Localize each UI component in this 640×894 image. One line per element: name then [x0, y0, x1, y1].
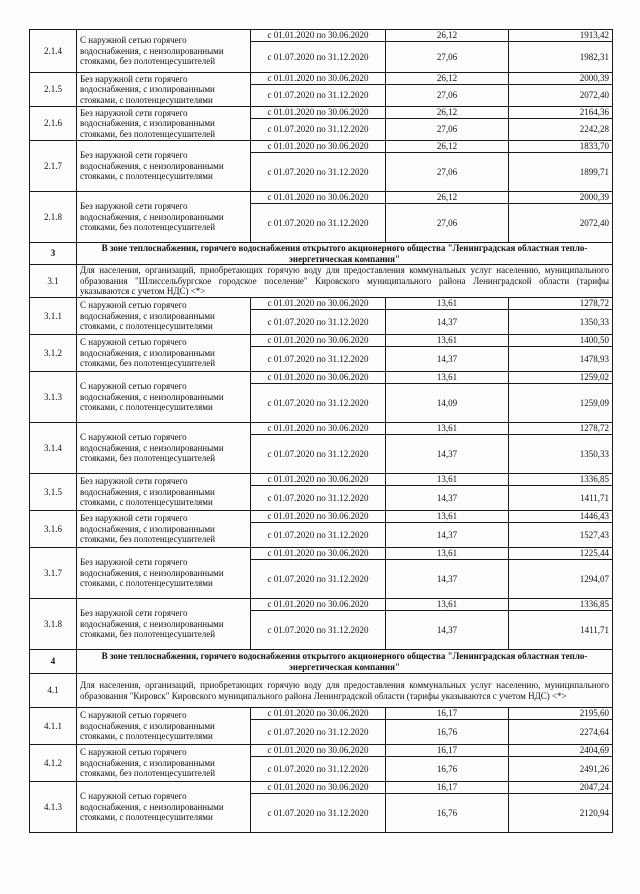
component-value-second-half: 16,76: [386, 794, 509, 833]
period-second-half: с 01.07.2020 по 31.12.2020: [251, 560, 386, 599]
tariff-value-first-half: 1259,02: [509, 372, 613, 384]
subsection-description: Для населения, организаций, приобретающих горячую воду для предоставления коммунальных услуг населению, муниципального образования "Шлиссельбургское городское поселение" Кировского муниципального района Ленинградской области (тарифы указываются с учетом НДС) <*>: [77, 265, 613, 298]
row-number: 3.1: [30, 265, 77, 298]
row-number: 2.1.6: [30, 107, 77, 141]
tariff-row: [30, 298, 613, 310]
tariff-row: [30, 423, 613, 435]
period-first-half: с 01.01.2020 по 30.06.2020: [251, 298, 386, 310]
component-value-second-half: 27,06: [386, 42, 509, 73]
tariff-value-second-half: 2491,26: [509, 757, 613, 782]
tariff-value-first-half: 1336,85: [509, 599, 613, 611]
row-number: 3.1.2: [30, 335, 77, 372]
row-number: 3.1.6: [30, 511, 77, 548]
tariff-row: [30, 192, 613, 204]
subsection-row: [30, 265, 613, 298]
tariff-value-second-half: 2242,28: [509, 119, 613, 141]
row-number: 3.1.1: [30, 298, 77, 335]
row-number: 2.1.5: [30, 73, 77, 107]
tariff-value-second-half: 2072,40: [509, 85, 613, 107]
tariff-row: [30, 511, 613, 523]
period-first-half: с 01.01.2020 по 30.06.2020: [251, 372, 386, 384]
period-first-half: с 01.01.2020 по 30.06.2020: [251, 474, 386, 486]
row-description: С наружной сетью горячего водоснабжения, с неизолированными стояками, с полотенцесушителями: [77, 782, 251, 833]
row-number: 2.1.4: [30, 30, 77, 73]
component-value-first-half: 26,12: [386, 107, 509, 119]
row-number: 4.1.3: [30, 782, 77, 833]
component-value-first-half: 16,17: [386, 708, 509, 720]
component-value-first-half: 16,17: [386, 745, 509, 757]
period-first-half: с 01.01.2020 по 30.06.2020: [251, 423, 386, 435]
period-first-half: с 01.01.2020 по 30.06.2020: [251, 548, 386, 560]
row-number: 4.1: [30, 674, 77, 708]
period-second-half: с 01.07.2020 по 31.12.2020: [251, 347, 386, 372]
tariff-value-second-half: 1982,31: [509, 42, 613, 73]
row-number: 4.1.2: [30, 745, 77, 782]
tariff-row: [30, 782, 613, 794]
tariff-table: [29, 29, 613, 833]
period-second-half: с 01.07.2020 по 31.12.2020: [251, 384, 386, 423]
section-row: [30, 650, 613, 674]
period-second-half: с 01.07.2020 по 31.12.2020: [251, 794, 386, 833]
row-description: С наружной сетью горячего водоснабжения, с изолированными стояками, без полотенцесушителей: [77, 335, 251, 372]
component-value-second-half: 14,37: [386, 347, 509, 372]
row-description: Без наружной сети горячего водоснабжения, с изолированными стояками, без полотенцесушителей: [77, 511, 251, 548]
row-description: Без наружной сети горячего водоснабжения, с изолированными стояками, с полотенцесушителями: [77, 73, 251, 107]
tariff-row: [30, 30, 613, 42]
component-value-second-half: 27,06: [386, 85, 509, 107]
row-description: Без наружной сети горячего водоснабжения, с изолированными стояками, с полотенцесушителями: [77, 474, 251, 511]
row-description: Без наружной сети горячего водоснабжения, с неизолированными стояками, без полотенцесушителей: [77, 599, 251, 650]
component-value-second-half: 14,37: [386, 611, 509, 650]
tariff-value-second-half: 1478,93: [509, 347, 613, 372]
row-number: 3.1.4: [30, 423, 77, 474]
tariff-row: [30, 708, 613, 720]
tariff-value-first-half: 2195,60: [509, 708, 613, 720]
tariff-value-second-half: 1350,33: [509, 435, 613, 474]
tariff-value-second-half: 1294,07: [509, 560, 613, 599]
row-number: 2.1.7: [30, 141, 77, 192]
component-value-second-half: 14,37: [386, 486, 509, 511]
component-value-first-half: 13,61: [386, 511, 509, 523]
component-value-first-half: 13,61: [386, 298, 509, 310]
period-second-half: с 01.07.2020 по 31.12.2020: [251, 435, 386, 474]
component-value-second-half: 14,37: [386, 310, 509, 335]
tariff-row: [30, 73, 613, 85]
tariff-value-first-half: 1446,43: [509, 511, 613, 523]
period-second-half: с 01.07.2020 по 31.12.2020: [251, 310, 386, 335]
period-second-half: с 01.07.2020 по 31.12.2020: [251, 204, 386, 243]
tariff-value-second-half: 2072,40: [509, 204, 613, 243]
component-value-second-half: 14,37: [386, 560, 509, 599]
period-first-half: с 01.01.2020 по 30.06.2020: [251, 30, 386, 42]
row-number: 4.1.1: [30, 708, 77, 745]
period-first-half: с 01.01.2020 по 30.06.2020: [251, 192, 386, 204]
period-first-half: с 01.01.2020 по 30.06.2020: [251, 335, 386, 347]
period-second-half: с 01.07.2020 по 31.12.2020: [251, 720, 386, 745]
row-description: С наружной сетью горячего водоснабжения, с изолированными стояками, без полотенцесушителей: [77, 745, 251, 782]
component-value-first-half: 13,61: [386, 548, 509, 560]
tariff-row: [30, 107, 613, 119]
tariff-row: [30, 745, 613, 757]
period-second-half: с 01.07.2020 по 31.12.2020: [251, 42, 386, 73]
component-value-first-half: 13,61: [386, 335, 509, 347]
tariff-value-second-half: 2120,94: [509, 794, 613, 833]
row-number: 3.1.8: [30, 599, 77, 650]
row-number: 3.1.5: [30, 474, 77, 511]
tariff-row: [30, 372, 613, 384]
period-second-half: с 01.07.2020 по 31.12.2020: [251, 119, 386, 141]
component-value-second-half: 14,37: [386, 435, 509, 474]
row-number: 3.1.3: [30, 372, 77, 423]
tariff-row: [30, 599, 613, 611]
tariff-value-first-half: 2404,69: [509, 745, 613, 757]
row-description: Без наружной сети горячего водоснабжения, с неизолированными стояками, с полотенцесушителями: [77, 141, 251, 192]
component-value-second-half: 14,37: [386, 523, 509, 548]
row-description: Без наружной сети горячего водоснабжения, с изолированными стояками, без полотенцесушителей: [77, 107, 251, 141]
period-first-half: с 01.01.2020 по 30.06.2020: [251, 745, 386, 757]
section-number: 3: [30, 243, 77, 265]
row-number: 3.1.7: [30, 548, 77, 599]
period-first-half: с 01.01.2020 по 30.06.2020: [251, 599, 386, 611]
component-value-first-half: 26,12: [386, 141, 509, 153]
tariff-value-first-half: 1225,44: [509, 548, 613, 560]
tariff-value-first-half: 1336,85: [509, 474, 613, 486]
period-first-half: с 01.01.2020 по 30.06.2020: [251, 141, 386, 153]
tariff-value-second-half: 1411,71: [509, 486, 613, 511]
period-first-half: с 01.01.2020 по 30.06.2020: [251, 708, 386, 720]
row-number: 2.1.8: [30, 192, 77, 243]
tariff-value-first-half: 2000,39: [509, 192, 613, 204]
tariff-value-first-half: 1833,70: [509, 141, 613, 153]
period-first-half: с 01.01.2020 по 30.06.2020: [251, 107, 386, 119]
period-first-half: с 01.01.2020 по 30.06.2020: [251, 511, 386, 523]
section-title: В зоне теплоснабжения, горячего водоснабжения открытого акционерного общества "Ленинградская областная тепло-энергетическая компания": [77, 650, 613, 674]
row-description: Без наружной сети горячего водоснабжения, с неизолированными стояками, с полотенцесушителями: [77, 548, 251, 599]
row-description: Без наружной сети горячего водоснабжения, с неизолированными стояками, без полотенцесушителей: [77, 192, 251, 243]
component-value-first-half: 13,61: [386, 474, 509, 486]
component-value-second-half: 27,06: [386, 119, 509, 141]
tariff-value-first-half: 1278,72: [509, 423, 613, 435]
row-description: С наружной сетью горячего водоснабжения, с изолированными стояками, с полотенцесушителями: [77, 708, 251, 745]
row-description: С наружной сетью горячего водоснабжения, с изолированными стояками, с полотенцесушителями: [77, 298, 251, 335]
component-value-second-half: 27,06: [386, 153, 509, 192]
period-second-half: с 01.07.2020 по 31.12.2020: [251, 757, 386, 782]
tariff-value-first-half: 1278,72: [509, 298, 613, 310]
component-value-first-half: 16,17: [386, 782, 509, 794]
section-number: 4: [30, 650, 77, 674]
component-value-first-half: 26,12: [386, 30, 509, 42]
component-value-first-half: 13,61: [386, 423, 509, 435]
row-description: С наружной сетью горячего водоснабжения, с неизолированными стояками, без полотенцесушителей: [77, 30, 251, 73]
tariff-value-first-half: 1400,50: [509, 335, 613, 347]
component-value-first-half: 26,12: [386, 192, 509, 204]
period-first-half: с 01.01.2020 по 30.06.2020: [251, 782, 386, 794]
component-value-second-half: 27,06: [386, 204, 509, 243]
period-second-half: с 01.07.2020 по 31.12.2020: [251, 153, 386, 192]
tariff-value-second-half: 1899,71: [509, 153, 613, 192]
component-value-second-half: 16,76: [386, 757, 509, 782]
period-second-half: с 01.07.2020 по 31.12.2020: [251, 523, 386, 548]
period-second-half: с 01.07.2020 по 31.12.2020: [251, 611, 386, 650]
tariff-row: [30, 548, 613, 560]
component-value-second-half: 16,76: [386, 720, 509, 745]
tariff-value-second-half: 1259,09: [509, 384, 613, 423]
subsection-description: Для населения, организаций, приобретающих горячую воду для предоставления коммунальных услуг населению, муниципального образования "Кировск" Кировского муниципального района Ленинградской области (тарифы указываются с учетом НДС) <*>: [77, 674, 613, 708]
section-title: В зоне теплоснабжения, горячего водоснабжения открытого акционерного общества "Ленинградская областная тепло-энергетическая компания": [77, 243, 613, 265]
period-second-half: с 01.07.2020 по 31.12.2020: [251, 85, 386, 107]
section-row: [30, 243, 613, 265]
tariff-row: [30, 141, 613, 153]
tariff-row: [30, 474, 613, 486]
component-value-first-half: 26,12: [386, 73, 509, 85]
tariff-value-second-half: 1527,43: [509, 523, 613, 548]
tariff-value-first-half: 1913,42: [509, 30, 613, 42]
period-second-half: с 01.07.2020 по 31.12.2020: [251, 486, 386, 511]
row-description: С наружной сетью горячего водоснабжения, с неизолированными стояками, без полотенцесушителей: [77, 423, 251, 474]
tariff-value-second-half: 1350,33: [509, 310, 613, 335]
tariff-value-first-half: 2000,39: [509, 73, 613, 85]
period-first-half: с 01.01.2020 по 30.06.2020: [251, 73, 386, 85]
tariff-value-second-half: 1411,71: [509, 611, 613, 650]
row-description: С наружной сетью горячего водоснабжения, с неизолированными стояками, с полотенцесушителями: [77, 372, 251, 423]
tariff-value-second-half: 2274,64: [509, 720, 613, 745]
subsection-row: [30, 674, 613, 708]
tariff-value-first-half: 2164,36: [509, 107, 613, 119]
tariff-row: [30, 335, 613, 347]
component-value-first-half: 13,61: [386, 599, 509, 611]
tariff-value-first-half: 2047,24: [509, 782, 613, 794]
component-value-first-half: 13,61: [386, 372, 509, 384]
component-value-second-half: 14,09: [386, 384, 509, 423]
